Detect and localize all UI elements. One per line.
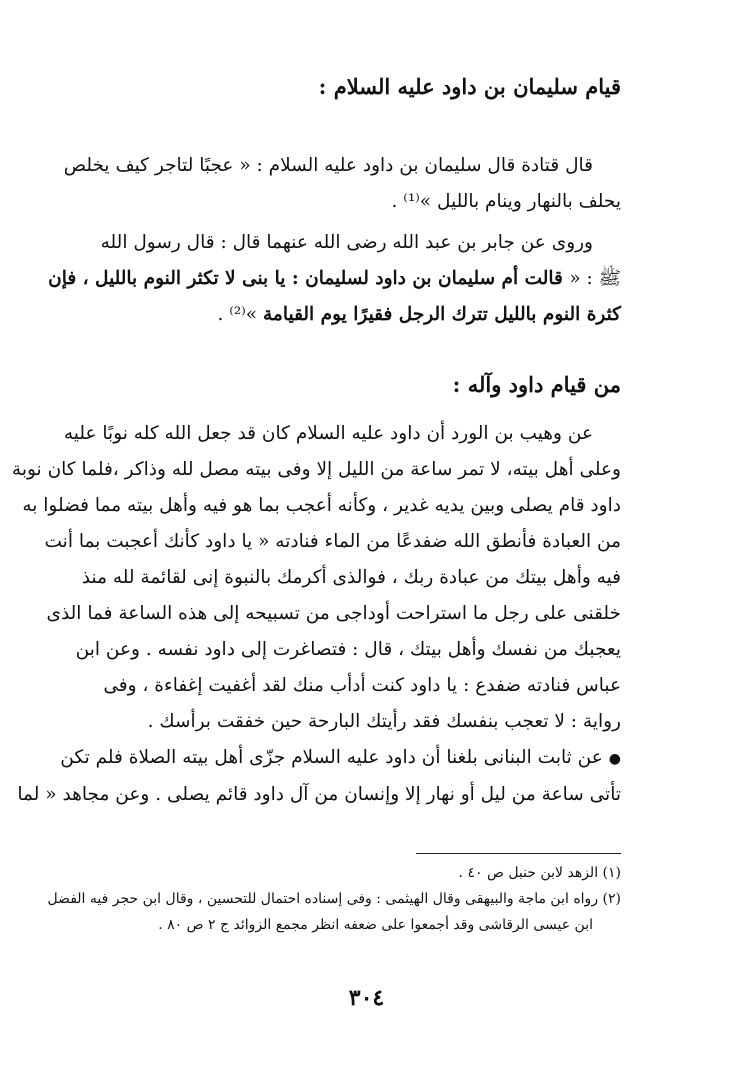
- bold-quote: كثرة النوم بالليل تترك الرجل فقيرًا يوم القيامة: [263, 304, 621, 325]
- footnote-2-continued: ابن عيسى الرقاشى وقد أجمعوا على ضعفه انظر مجمع الزوائد ج ٢ ص ٨٠ .: [158, 917, 593, 933]
- text-line: عن وهيب بن الورد أن داود عليه السلام كان قد جعل الله كله نوبًا عليه: [63, 423, 593, 444]
- text-line: داود قام يصلى وبين يديه غدير ، وكأنه أعجب بما هو فيه وأهل بيته مما فضلوا به: [22, 495, 621, 516]
- text-line: [60, 740, 621, 777]
- text-line: يحلف بالنهار وينام بالليل »⁽¹⁾ .: [391, 191, 621, 212]
- text-line: عباس فنادته ضفدع : يا داود كنت أدأب منك لقد أغفيت إغفاءة ، وفى: [103, 675, 621, 696]
- bold-quote: قالت أم سليمان بن داود لسليمان : يا بنى لا تكثر النوم بالليل ، فإن: [48, 268, 570, 289]
- paragraph-jabir: [48, 225, 621, 333]
- footnote-1: (١) الزهد لابن حنبل ص ٤٠ .: [458, 865, 621, 881]
- section-heading-sulayman: قيام سليمان بن داود عليه السلام :: [318, 74, 621, 99]
- bullet-text: عن ثابت البنانى بلغنا أن داود عليه السلام جزّى أهل بيته الصلاة فلم تكن: [60, 747, 603, 768]
- text-line: يعجبك من نفسك وأهل بيتك ، قال : فتصاغرت إلى داود نفسه . وعن ابن: [75, 639, 621, 660]
- paragraph-thabit: [17, 740, 621, 813]
- page-number: ٣٠٤: [348, 985, 385, 1011]
- text-line: من العبادة فأنطق الله ضفدعًا من الماء فنادته « يا داود كأنك أعجبت بما أنت: [44, 531, 621, 552]
- sallallah-glyph: ﷺ : «: [569, 268, 621, 289]
- text-line: خلقنى على رجل ما استراحت أوداجى من تسبيحه إلى هذه الساعة فما الذى: [46, 603, 621, 624]
- text-line: وعلى أهل بيته، لا تمر ساعة من الليل إلا وفى بيته مصل لله وذاكر ،فلما كان نوبة: [11, 459, 621, 480]
- text-line: قال قتادة قال سليمان بن داود عليه السلام : « عجبًا لتاجر كيف يخلص: [63, 155, 593, 176]
- text-line: تأتى ساعة من ليل أو نهار إلا وإنسان من آل داود قائم يصلى . وعن مجاهد « لما: [17, 784, 621, 805]
- text-line: وروى عن جابر بن عبد الله رضى الله عنهما قال : قال رسول الله: [100, 232, 593, 253]
- paragraph-qatada: [63, 148, 621, 220]
- footnote-2: (٢) رواه ابن ماجة والبيهقى وقال الهيثمى : وفى إسناده احتمال للتحسين ، وقال ابن حجر فيه الفضل: [47, 891, 621, 907]
- text-line: فيه وأهل بيتك من عبادة ربك ، فوالذى أكرمك بالنبوة إنى لقائمة لله منذ: [81, 567, 621, 588]
- paragraph-wuhayb: [11, 416, 621, 740]
- footnote-divider: [416, 853, 621, 854]
- section-heading-dawud: من قيام داود وآله :: [452, 372, 621, 397]
- text-line: [110, 297, 621, 333]
- text-line: رواية : لا تعجب بنفسك فقد رأيتك البارحة حين خفقت برأسك .: [147, 711, 621, 732]
- footnote-ref: »⁽²⁾ .: [217, 304, 264, 325]
- footnotes: [47, 860, 621, 938]
- bullet-icon: ●: [608, 751, 621, 767]
- text-line: [48, 261, 621, 297]
